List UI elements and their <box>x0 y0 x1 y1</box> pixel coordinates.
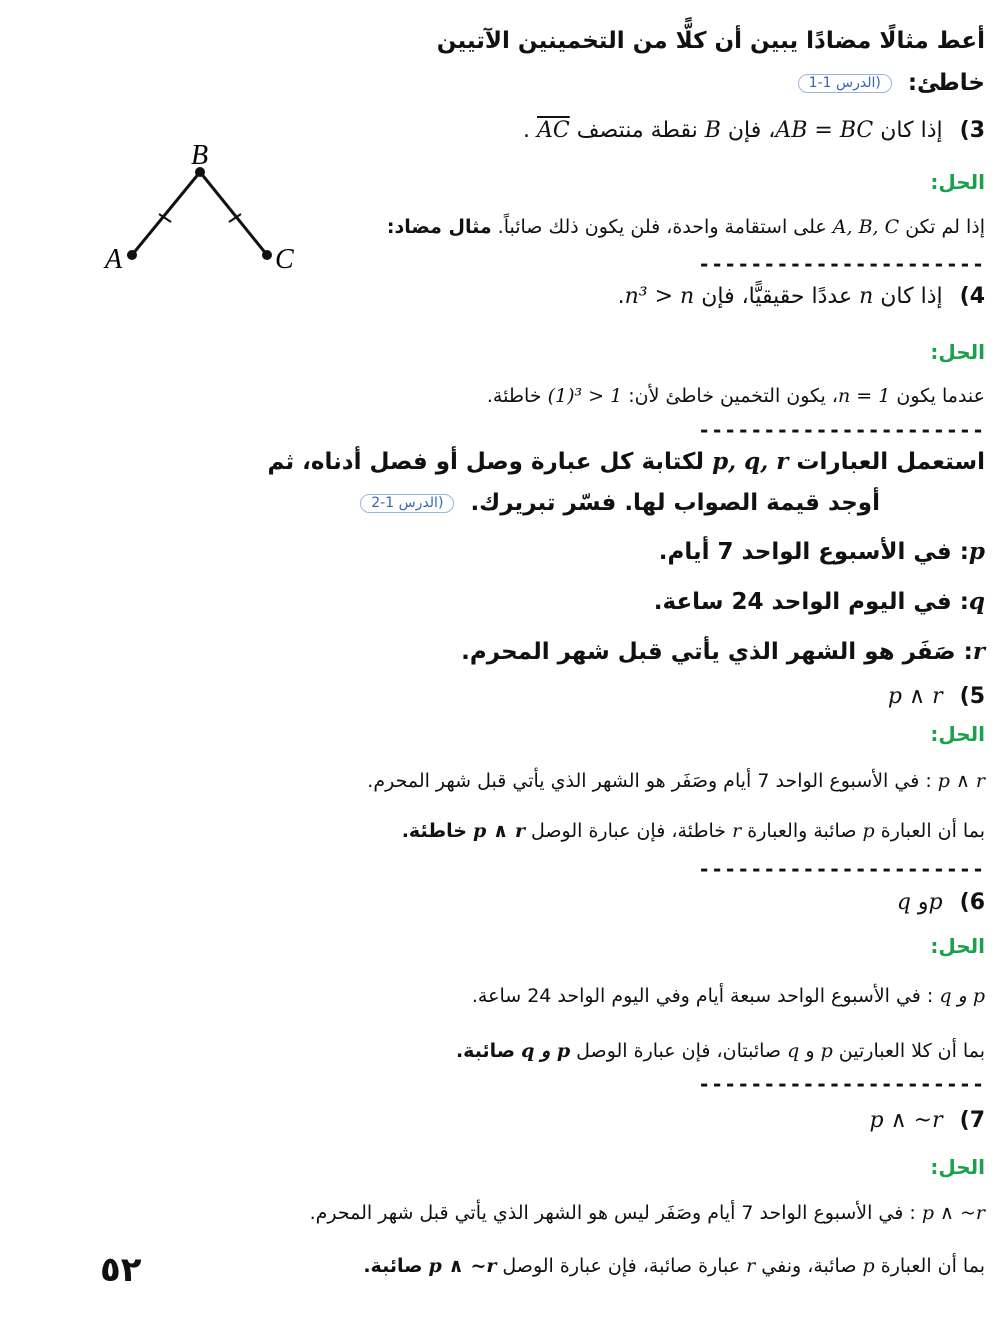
sol5-line1-text: : في الأسبوع الواحد 7 أيام وصَفَر هو الشهر الذي يأتي قبل شهر المحرم. <box>367 770 932 792</box>
sol4-inequality: (1)³ > 1 <box>547 385 623 407</box>
q3-equation: AB = BC <box>775 118 874 143</box>
sol5-l2-expression: p ∧ r <box>473 820 525 842</box>
solution-5-line2 <box>402 820 985 843</box>
sol7-l2-r: r <box>746 1255 756 1277</box>
sol6-l2-a: بما أن كلا العبارتين <box>838 1040 985 1062</box>
q7-expression: p ∧ ~r <box>869 1108 943 1133</box>
label-b: B <box>191 140 209 171</box>
statement-q <box>654 588 985 617</box>
question-number: 6) <box>959 890 985 915</box>
section1-heading-line2 <box>790 70 985 98</box>
q6-and: و <box>917 890 929 915</box>
sol3-suffix: على استقامة واحدة، فلن يكون ذلك صائباً. <box>497 216 827 238</box>
q6-p: p <box>928 890 943 915</box>
sol5-expression: p ∧ r <box>937 770 985 792</box>
sol3-points: A, B, C <box>832 216 900 238</box>
section2-line2-text: أوجد قيمة الصواب لها. فسّر تبريرك. <box>470 490 880 516</box>
sol7-l2-b: صائبة، ونفي <box>761 1255 857 1277</box>
sol7-l2-p: p <box>862 1255 875 1277</box>
sol5-l2-b: صائبة والعبارة <box>747 820 857 842</box>
separator: ---------------------- <box>698 418 985 442</box>
section2-heading-line2 <box>352 490 880 518</box>
solution-label-5: الحل: <box>930 722 985 746</box>
question-6 <box>897 890 985 916</box>
sol7-expression: p ∧ ~r <box>921 1202 985 1224</box>
heading-line2-text: خاطئ: <box>907 70 985 96</box>
point-c <box>262 250 272 260</box>
solution-4-text <box>487 385 985 408</box>
solution-6-line1 <box>472 985 985 1008</box>
q4-prefix: إذا كان <box>880 284 943 309</box>
sol7-result: صائبة. <box>363 1255 423 1277</box>
section2-vars: p, q, r <box>712 448 789 475</box>
sol6-line1-text: : في الأسبوع الواحد سبعة أيام وفي اليوم الواحد 24 ساعة. <box>471 985 934 1007</box>
statement-r-var: r <box>972 638 985 665</box>
page-number: ٥٢ <box>100 1250 142 1290</box>
sol3-prefix: إذا لم تكن <box>905 216 985 238</box>
solution-3-text <box>387 216 985 239</box>
question-4 <box>618 284 985 310</box>
label-c: C <box>275 244 294 275</box>
sol5-l2-a: بما أن العبارة <box>880 820 985 842</box>
statement-q-text: : في اليوم الواحد 24 ساعة. <box>653 589 969 615</box>
sol6-l2-expression: p و q <box>521 1040 571 1062</box>
statement-r-text: : صَفَر هو الشهر الذي يأتي قبل شهر المحرم. <box>461 639 973 665</box>
counterexample-label: مثال مضاد: <box>386 216 492 238</box>
q3-segment: AC <box>536 118 570 143</box>
section2-prefix: استعمل العبارات <box>796 449 985 475</box>
label-a: A <box>105 244 123 275</box>
solution-label-6: الحل: <box>930 934 985 958</box>
question-5 <box>888 684 985 710</box>
separator: ---------------------- <box>698 252 985 276</box>
solution-6-line2 <box>456 1040 985 1063</box>
section2-suffix: لكتابة كل عبارة وصل أو فصل أدناه، ثم <box>267 449 705 475</box>
statement-q-var: q <box>968 588 985 615</box>
segment-bc <box>200 172 267 255</box>
question-3 <box>523 118 985 144</box>
q3-suffix: نقطة منتصف <box>576 118 698 143</box>
sol6-expression: p و q <box>939 985 985 1007</box>
question-number: 5) <box>959 684 985 709</box>
sol4-equation: n = 1 <box>838 385 891 407</box>
q3-point: B <box>704 118 721 143</box>
sol5-l2-c: خاطئة، فإن عبارة الوصل <box>531 820 727 842</box>
question-7 <box>870 1108 986 1134</box>
sol4-suffix: خاطئة. <box>486 385 542 407</box>
section1-heading-line1: أعط مثالًا مضادًا يبين أن كلًّا من التخمينين الآتيين <box>436 28 985 54</box>
sol4-prefix: عندما يكون <box>896 385 985 407</box>
section2-heading-line1 <box>268 448 986 477</box>
separator: ---------------------- <box>698 1072 985 1096</box>
q4-var: n <box>859 284 874 309</box>
sol5-result: خاطئة. <box>401 820 467 842</box>
q3-prefix: إذا كان <box>880 118 943 143</box>
solution-7-line2 <box>363 1255 985 1278</box>
q3-end: . <box>522 118 530 143</box>
statement-p-var: p <box>968 538 985 565</box>
solution-label-3: الحل: <box>930 170 985 194</box>
q3-middle: ، فإن <box>727 118 776 143</box>
lesson-badge-1: (الدرس 1-1 <box>798 74 892 93</box>
separator: ---------------------- <box>698 857 985 881</box>
sol7-l2-expression: p ∧ ~r <box>428 1255 497 1277</box>
solution-5-line1 <box>367 770 985 793</box>
question-number: 4) <box>959 284 985 309</box>
sol6-l2-and: و <box>805 1040 815 1062</box>
solution-7-line1 <box>310 1202 985 1225</box>
q6-q: q <box>896 890 911 915</box>
sol6-l2-b: صائبتان، فإن عبارة الوصل <box>576 1040 782 1062</box>
sol7-l2-a: بما أن العبارة <box>880 1255 985 1277</box>
statement-r <box>461 638 985 667</box>
q4-inequality: n³ > n <box>624 284 695 309</box>
sol4-middle: ، يكون التخمين خاطئ لأن: <box>628 385 839 407</box>
q4-middle: عددًا حقيقيًّا، فإن <box>701 284 853 309</box>
segment-ab <box>132 172 200 255</box>
q4-end: . <box>617 284 625 309</box>
sol6-result: صائبة. <box>455 1040 516 1062</box>
sol5-l2-r: r <box>732 820 742 842</box>
question-number: 7) <box>959 1108 985 1133</box>
q5-expression: p ∧ r <box>887 684 943 709</box>
question-number: 3) <box>959 118 985 143</box>
statement-p-text: : في الأسبوع الواحد 7 أيام. <box>658 539 969 565</box>
lesson-badge-2: (الدرس 1-2 <box>360 494 454 513</box>
sol7-l2-c: عبارة صائبة، فإن عبارة الوصل <box>502 1255 741 1277</box>
sol6-l2-q: q <box>787 1040 800 1062</box>
sol6-l2-p: p <box>820 1040 833 1062</box>
solution-label-4: الحل: <box>930 340 985 364</box>
sol7-line1-text: : في الأسبوع الواحد 7 أيام وصَفَر ليس هو الشهر الذي يأتي قبل شهر المحرم. <box>309 1202 916 1224</box>
statement-p <box>659 538 985 567</box>
sol5-l2-p: p <box>862 820 875 842</box>
solution-label-7: الحل: <box>930 1155 985 1179</box>
isosceles-diagram <box>95 140 305 280</box>
point-a <box>127 250 137 260</box>
